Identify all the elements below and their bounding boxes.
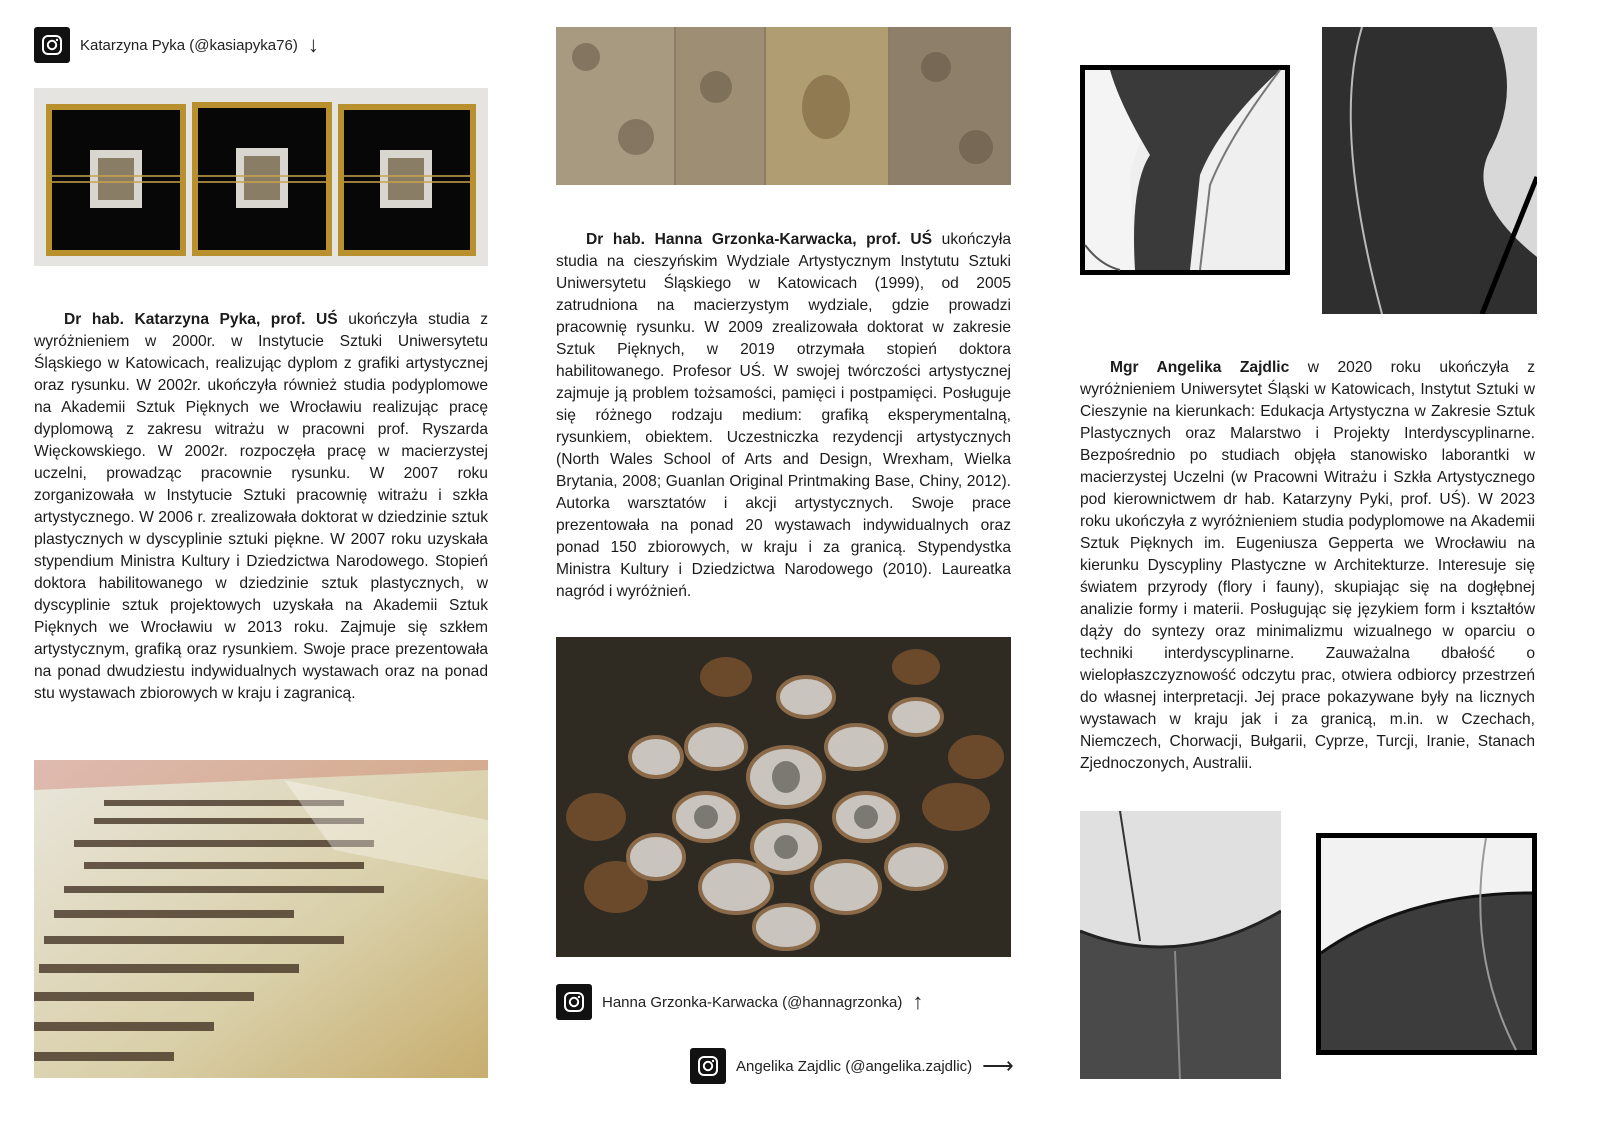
instagram-handle: Katarzyna Pyka (@kasiapyka76) [80,36,298,54]
photo-bw-abstract-framed-1 [1080,65,1290,275]
photo-bw-abstract-2 [1322,27,1537,314]
arrow-down-icon: ↓ [307,32,319,57]
instagram-handle: Angelika Zajdlic (@angelika.zajdlic) [736,1057,973,1075]
instagram-link-pyka[interactable] [34,27,319,63]
bio-zajdlic [1080,357,1535,775]
bio-name: Dr hab. Katarzyna Pyka, prof. UŚ [64,311,338,328]
instagram-link-grzonka[interactable] [556,984,923,1020]
arrow-right-icon: ⟶ [982,1053,1014,1078]
bio-name: Dr hab. Hanna Grzonka-Karwacka, prof. UŚ [586,231,933,248]
photo-framed-glass-triptych [34,88,488,266]
instagram-link-zajdlic[interactable] [690,1048,1014,1084]
photo-fiber-panels [556,27,1011,185]
photo-bw-abstract-framed-4 [1316,833,1537,1055]
instagram-icon [556,984,592,1020]
instagram-icon [34,27,70,63]
instagram-icon [690,1048,726,1084]
instagram-handle: Hanna Grzonka-Karwacka (@hannagrzonka) [602,993,903,1011]
bio-pyka [34,309,488,705]
photo-coconut-shell-installation [556,637,1011,957]
bio-text: ukończyła studia z wyróżnieniem w 2000r. w Instytucie Sztuki Uniwersytetu Śląskiego w Katowicach, realizując dyplom z grafiki artystycznej oraz rysunku. W 2002r. ukończyła również studia podyplomowe na Akademii Sztuk Pięknych we Wrocławiu realizując pracę dyplomową z zakresu witrażu w pracowni prof. Ryszarda Więckowskiego. W 2002r. rozpoczęła pracę w macierzystej uczelni, prowadząc pracownie rysunku. W 2007 roku zorganizowała w Instytucie Sztuki pracownię witrażu i szkła artystycznego. W 2006 r. zrealizowała doktorat w dziedzinie sztuk plastycznych w dyscyplinie sztuki piękne. W 2007 roku uzyskała stypendium Ministra Kultury i Dziedzictwa Narodowego. Stopień doktora habilitowanego w dziedzinie sztuk plastycznych, w dyscyplinie sztuk projektowych uzyskała na Akademii Sztuk Pięknych we Wrocławiu w 2013 roku. Zajmuje się szkłem artystycznym, grafiką oraz rysunkiem. Swoje prace prezentowała na ponad dwudziestu indywidualnych wystawach oraz na ponad stu wystawach zbiorowych w kraju i zagranicą. [34,311,489,702]
photo-bw-abstract-3 [1080,811,1281,1079]
bio-text: ukończyła studia na cieszyńskim Wydziale Artystycznym Instytutu Sztuki Uniwersytetu Śląskiego w Katowicach (1999), od 2005 zatrudniona na macierzystym wydziale, gdzie prowadzi pracownię rysunku. W 2009 zrealizowała doktorat w zakresie Sztuk Pięknych, w 2019 otrzymała stopień doktora habilitowanego. Profesor UŚ. W swojej twórczości artystycznej zajmuje ją problem tożsamości, pamięci i postpamięci. Posługuje się różnego rodzaju medium: grafiką eksperymentalną, rysunkiem, obiektem. Uczestniczka rezydencji artystycznych (North Wales School of Arts and Design, Wrexham, Wielka Brytania, 2008; Guanlan Original Printmaking Base, Chiny, 2012). Autorka warsztatów i akcji artystycznych. Swoje prace prezentowała na ponad 20 wystawach indywidualnych oraz ponad 150 zbiorowych, w kraju i za granicą. Stypendystka Ministra Kultury i Dziedzictwa Narodowego (2010). Laureatka nagród i wyróżnień. [556,231,1011,600]
bio-text: w 2020 roku ukończyła z wyróżnieniem Uniwersytet Śląski w Katowicach, Instytut Sztuki w Cieszynie na kierunkach: Edukacja Artystyczna w Zakresie Sztuk Plastycznych oraz Malarstwo i Projekty Interdyscyplinarne. Bezpośrednio po studiach objęła stanowisko laborantki w macierzystej Uczelni (w Pracowni Witrażu i Szkła Artystycznego pod kierownictwem dr hab. Katarzyny Pyki, prof. UŚ). W 2023 roku ukończyła z wyróżnieniem studia podyplomowe na Akademii Sztuk Pięknych im. Eugeniusza Gepperta we Wrocławiu na kierunku Dyscypliny Plastyczne w Architekturze. Interesuje się światem przyrody (flory i fauny), skupiając się na dogłębnej analizie formy i materii. Posługując się językiem form i kształtów dąży do syntezy oraz minimalizmu wizualnego w oparciu o techniki interdyscyplinarne. Zauważalna dbałość o wielopłaszczyznowość odczytu prac, otwiera odbiorcy przestrzeń do własnej interpretacji. Jej prace pokazywane były na licznych wystawach w kraju jak i za granicą, m.in. w Czechach, Niemczech, Chorwacji, Bułgarii, Cyprze, Turcji, Iranie, Stanach Zjednoczonych, Australii. [1080,359,1536,772]
bio-name: Mgr Angelika Zajdlic [1110,359,1290,376]
arrow-up-icon: ↑ [912,989,924,1014]
photo-burnt-text-paper [34,760,488,1078]
bio-grzonka [556,229,1011,603]
